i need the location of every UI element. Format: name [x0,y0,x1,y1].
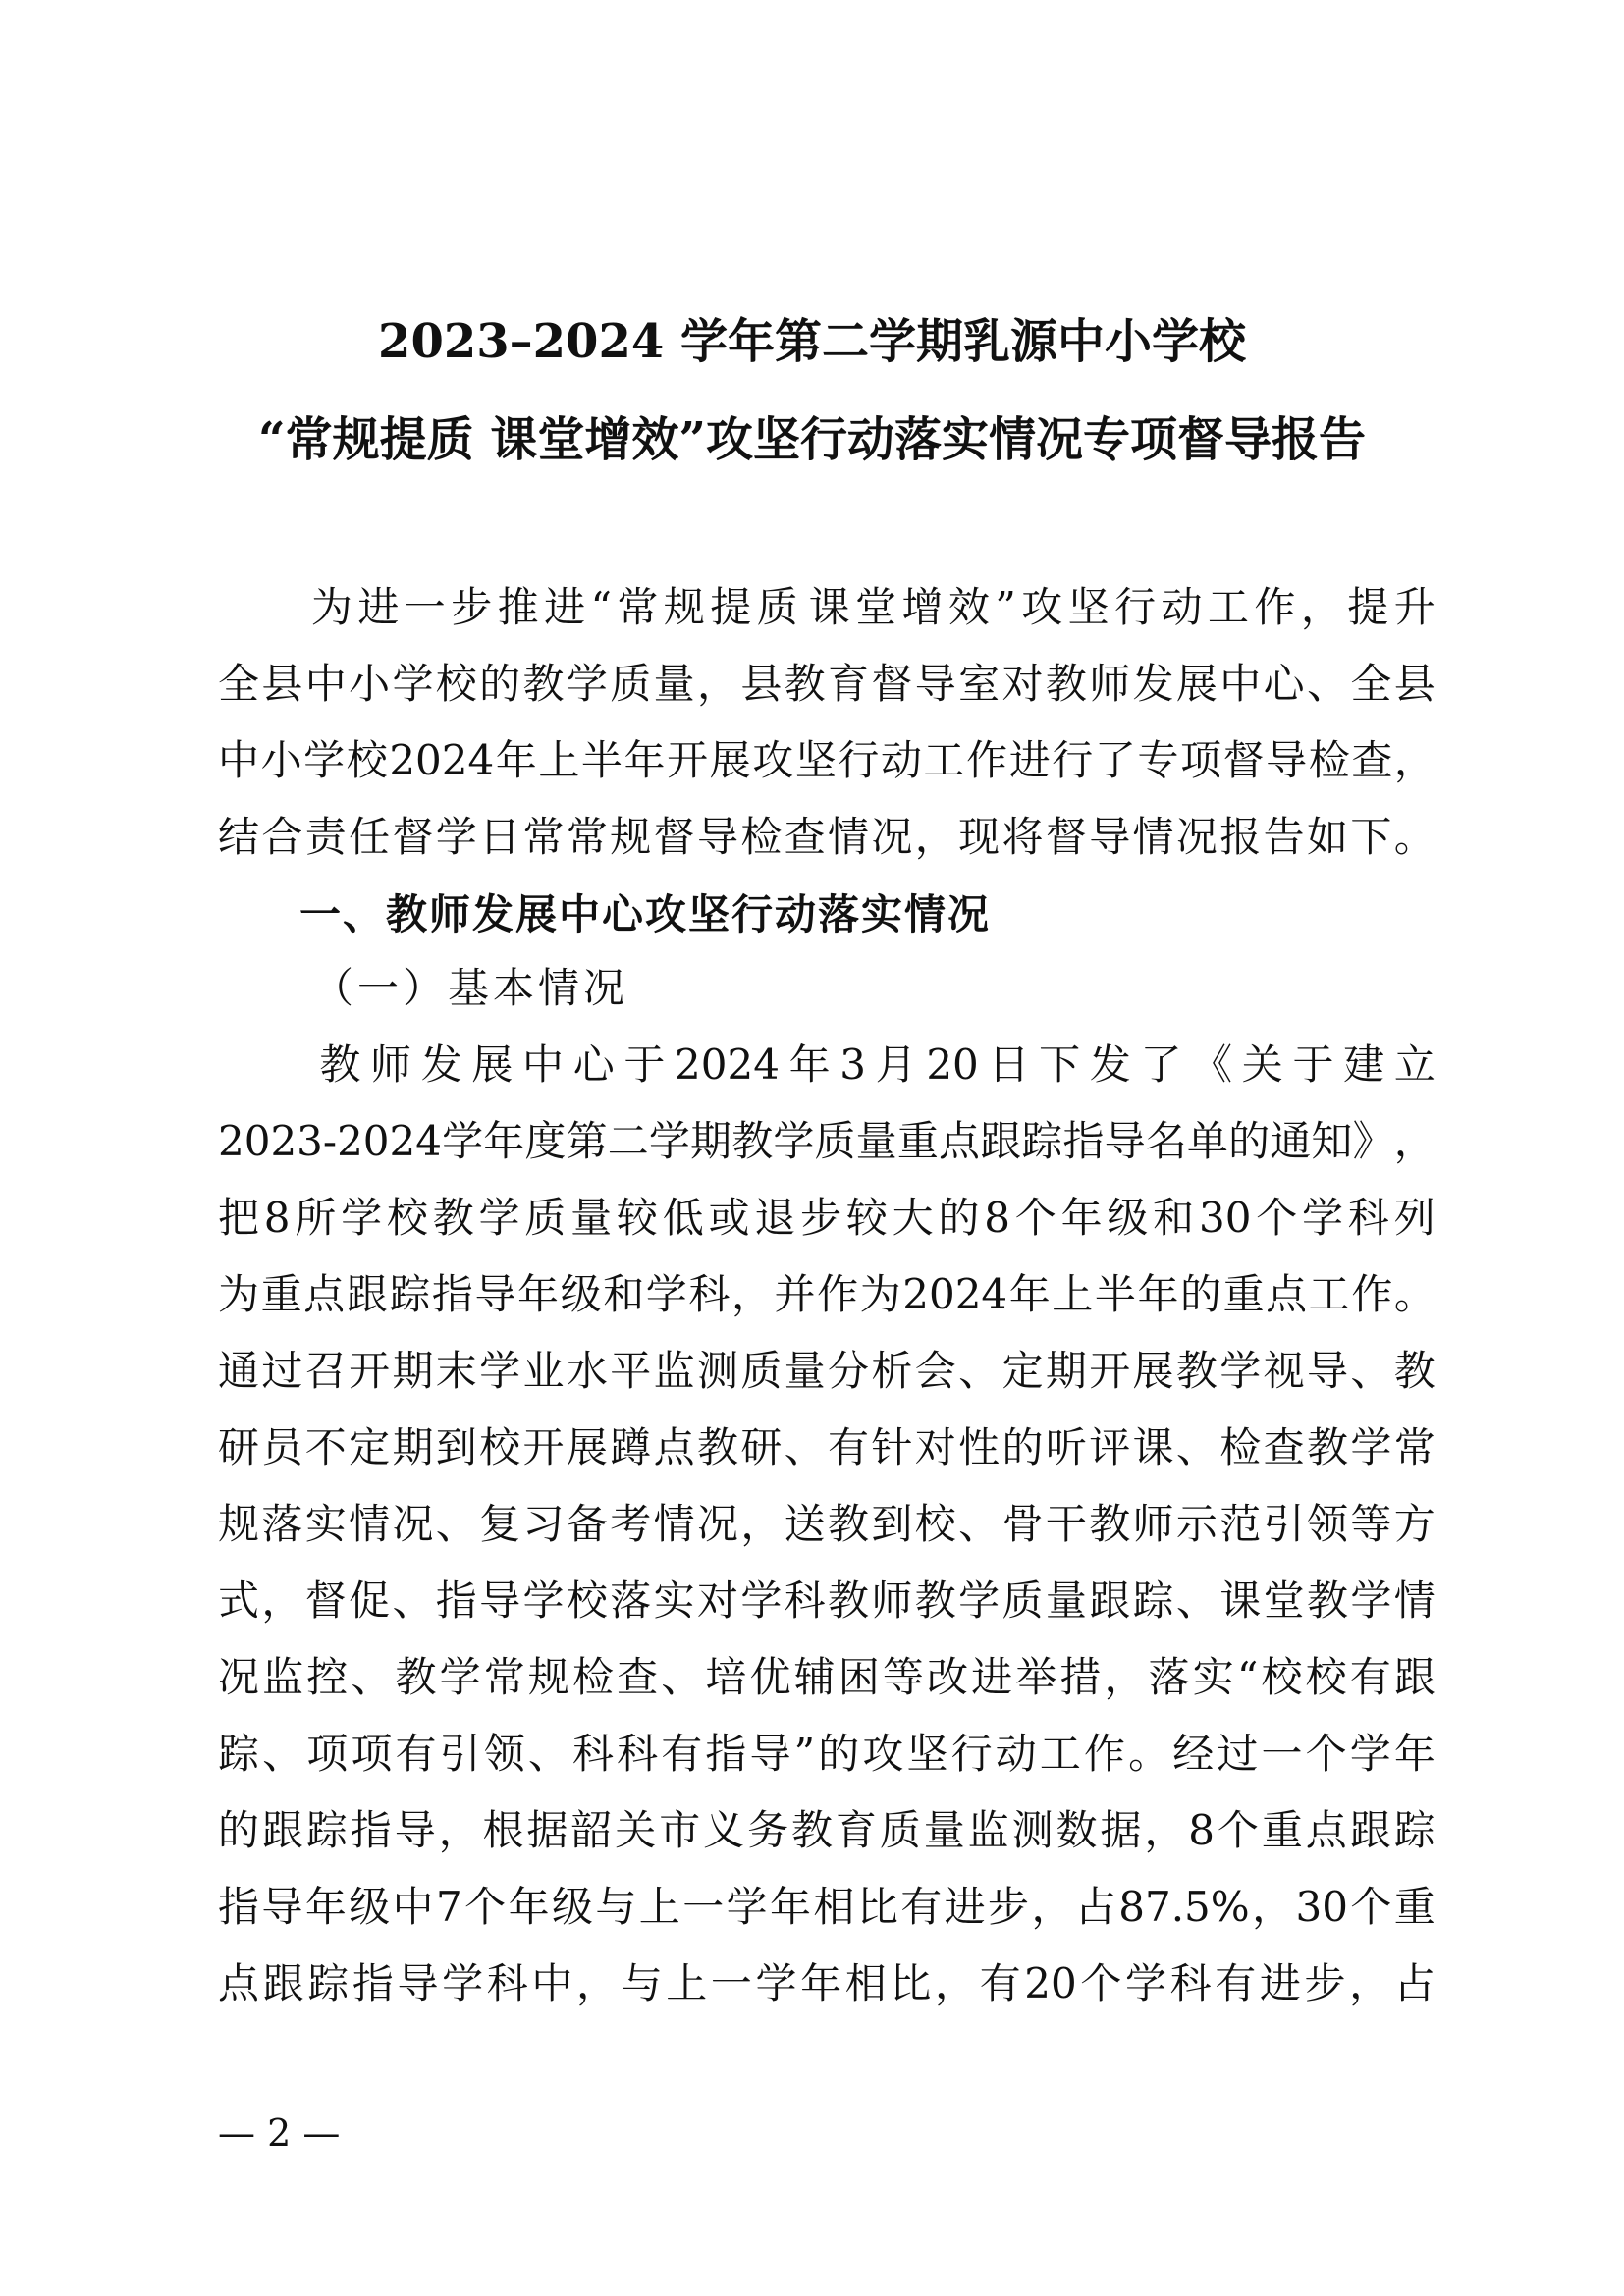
body-line: 的 跟 踪 指 导 ， 根 据 韶 关 市 义 务 教 育 质 量 监 测 数 据 ， 8 个 重 点 跟 踪 [218,1806,1435,1854]
body-line: 教 师 发 展 中 心 于 2024 年 3 月 20 日 下 发 了 《 关 于 建 立 [319,1041,1435,1089]
body-line: 2023-2024 学 年 度 第 二 学 期 教 学 质 量 重 点 跟 踪 指 导 名 单 的 通 知 》 ， [218,1117,1435,1165]
page-number: — 2 — [218,2111,341,2155]
body-line: 规 落 实 情 况 、 复 习 备 考 情 况 ， 送 教 到 校 、 骨 干 教 师 示 范 引 领 等 方 [218,1500,1435,1548]
body-line: 踪 、 项 项 有 引 领 、 科 科 有 指 导 ” 的 攻 坚 行 动 工 作 。 经 过 一 个 学 年 [218,1730,1435,1778]
body-line: 况 监 控 、 教 学 常 规 检 查 、 培 优 辅 困 等 改 进 举 措 ， 落 实 “ 校 校 有 跟 [218,1653,1435,1701]
body-line: 式 ， 督 促 、 指 导 学 校 落 实 对 学 科 教 师 教 学 质 量 跟 踪 、 课 堂 教 学 情 [218,1576,1435,1625]
intro-line: 结 合 责 任 督 学 日 常 常 规 督 导 检 查 情 况 ， 现 将 督 导 情 况 报 告 如 下 。 [218,813,1435,861]
report-title-line-1: 2023–2024 学年第二学期乳源中小学校 [378,314,1246,369]
body-line: 点 跟 踪 指 导 学 科 中 ， 与 上 一 学 年 相 比 ， 有 20 个 学 科 有 进 步 ， 占 [218,1959,1435,2007]
intro-line: 为 进 一 步 推 进 “ 常 规 提 质 课 堂 增 效 ” 攻 坚 行 动 工 作 ， 提 升 [310,583,1435,631]
report-title-line-2: “常规提质 课堂增效”攻坚行动落实情况专项督导报告 [258,412,1366,467]
intro-line: 全 县 中 小 学 校 的 教 学 质 量 ， 县 教 育 督 导 室 对 教 师 发 展 中 心 、 全 县 [218,660,1435,708]
body-line: 通 过 召 开 期 末 学 业 水 平 监 测 质 量 分 析 会 、 定 期 开 展 教 学 视 导 、 教 [218,1347,1435,1395]
section-heading-1: 一、教师发展中心攻坚行动落实情况 [299,890,992,938]
body-line: 把 8 所 学 校 教 学 质 量 较 低 或 退 步 较 大 的 8 个 年 级 和 30 个 学 科 列 [218,1194,1435,1242]
body-line: 为 重 点 跟 踪 指 导 年 级 和 学 科 ， 并 作 为 2024 年 上 半 年 的 重 点 工 作 。 [218,1270,1435,1318]
body-line: 研 员 不 定 期 到 校 开 展 蹲 点 教 研 、 有 针 对 性 的 听 评 课 、 检 查 教 学 常 [218,1423,1435,1471]
body-line: 指 导 年 级 中 7 个 年 级 与 上 一 学 年 相 比 有 进 步 ， 占 87.5% ， 30 个 重 [218,1883,1435,1931]
intro-line: 中 小 学 校 2024 年 上 半 年 开 展 攻 坚 行 动 工 作 进 行 了 专 项 督 导 检 查 ， [218,736,1435,784]
subsection-heading-1: （一）基本情况 [312,964,629,1012]
